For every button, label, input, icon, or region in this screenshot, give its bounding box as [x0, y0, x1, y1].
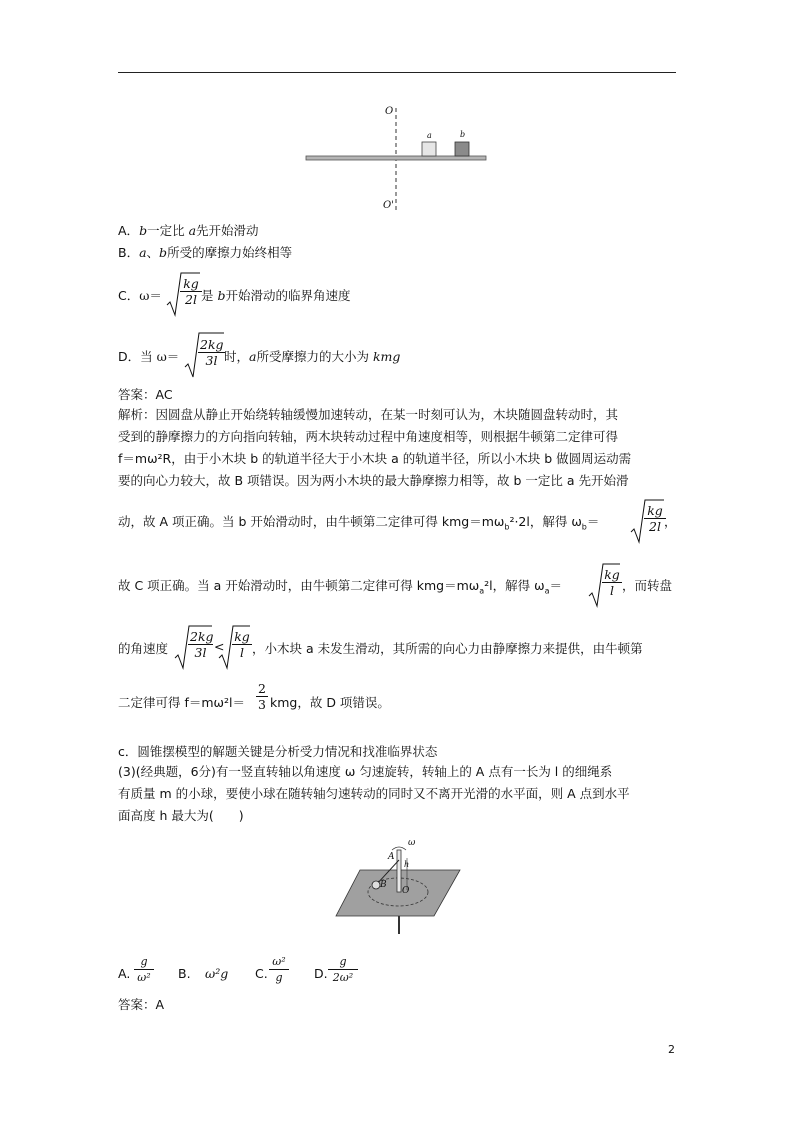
option-d-text: 时，a所受摩擦力的大小为 kmg: [224, 349, 401, 364]
axis-label-o-bottom: O': [383, 200, 394, 211]
fraction-kg-2l: $\frac{kg}{2l}$: [180, 276, 202, 307]
option-c-prefix: C．ω＝: [118, 288, 162, 303]
figure-disk-blocks: [296, 100, 496, 215]
question-3-line-1: (3)(经典题，6分)有一竖直转轴以角速度 ω 匀速旋转，转轴上的 A 点有一长为 l 的细绳系: [118, 764, 613, 779]
fraction-omega2-g: $\frac{\text{ω²}}{g}$: [269, 954, 289, 985]
fraction-2-3: $\frac{2}{3}$: [256, 681, 268, 712]
label-omega: ω: [408, 838, 416, 848]
analysis-line-7-start: 的角速度: [118, 641, 169, 656]
fraction-g-2omega2: $\frac{g}{\text{2ω²}}$: [328, 954, 358, 985]
section-c-heading: c．圆锥摆模型的解题关键是分析受力情况和找准临界状态: [118, 744, 438, 759]
fraction-2kg-3l: $\frac{2kg}{3l}$: [190, 629, 214, 660]
option-d-prefix: D．当 ω＝: [118, 349, 180, 364]
page-number: 2: [668, 1043, 675, 1056]
analysis-line-8-start: 二定律可得 f＝mω²l＝: [118, 695, 246, 710]
label-h: h: [404, 860, 410, 869]
analysis-line-3: f＝mω²R，由于小木块 b 的轨道半径大于小木块 a 的轨道半径，所以小木块 b 做圆周运动需: [118, 451, 632, 466]
analysis-line-6-end: ，而转盘: [622, 578, 673, 593]
label-B: B: [380, 880, 387, 890]
fraction-g-omega2: $\frac{g}{\text{ω²}}$: [134, 954, 154, 985]
question-3-line-3: 面高度 h 最大为( ): [118, 808, 244, 823]
header-rule: [118, 72, 676, 73]
answer-1: 答案：AC: [118, 387, 173, 402]
block-label-b: b: [460, 130, 466, 139]
option-b: B．a、b所受的摩擦力始终相等: [118, 245, 293, 260]
fraction-kg-2l: $\frac{kg}{2l}$: [644, 503, 666, 534]
fraction-2kg-3l: $\frac{2kg}{3l}$: [200, 337, 224, 368]
q3-option-b-prefix: B.: [178, 966, 191, 981]
analysis-line-7-end: ，小木块 a 未发生滑动，其所需的向心力由静摩擦力来提供，由牛顿第: [252, 641, 643, 656]
comma: ，: [664, 514, 677, 529]
analysis-line-4: 要的向心力较大，故 B 项错误。因为两小木块的最大静摩擦力相等，故 b 一定比 a 先开始滑: [118, 473, 629, 488]
block-label-a: a: [427, 131, 432, 140]
label-O: O: [402, 886, 410, 896]
analysis-line-5: 动，故 A 项正确。当 b 开始滑动时，由牛顿第二定律可得 $kmg=m\omega_b^2\cdot 2l$，解得 $\omega_b=$: [118, 514, 600, 532]
answer-2: 答案：A: [118, 997, 165, 1012]
q3-option-b-value: ω²g: [205, 966, 229, 981]
fraction-kg-l: $\frac{kg}{l}$: [232, 629, 252, 660]
label-A: A: [388, 852, 395, 862]
q3-option-c-prefix: C.: [255, 966, 268, 981]
q3-option-d-prefix: D.: [314, 966, 328, 981]
figure-conical-pendulum: [334, 838, 464, 938]
q3-option-a-prefix: A.: [118, 966, 131, 981]
less-than: <: [214, 639, 225, 654]
analysis-line-1: 解析：因圆盘从静止开始绕转轴缓慢加速转动，在某一时刻可认为，木块随圆盘转动时，其: [118, 407, 619, 422]
analysis-line-8-end: kmg，故 D 项错误。: [270, 695, 390, 710]
question-3-line-2: 有质量 m 的小球，要使小球在随转轴匀速转动的同时又不离开光滑的水平面，则 A 点到水平: [118, 786, 630, 801]
option-a: A．b一定比 a先开始滑动: [118, 223, 259, 238]
option-c-text: 是 b开始滑动的临界角速度: [201, 288, 351, 303]
analysis-line-6: 故 C 项正确。当 a 开始滑动时，由牛顿第二定律可得 $kmg=m\omega_a^2l$，解得 $\omega_a=$: [118, 578, 563, 596]
axis-label-o-top: O: [385, 106, 394, 117]
fraction-kg-l: $\frac{kg}{l}$: [602, 567, 622, 598]
analysis-line-2: 受到的静摩擦力的方向指向转轴，两木块转动过程中角速度相等，则根据牛顿第二定律可得: [118, 429, 619, 444]
